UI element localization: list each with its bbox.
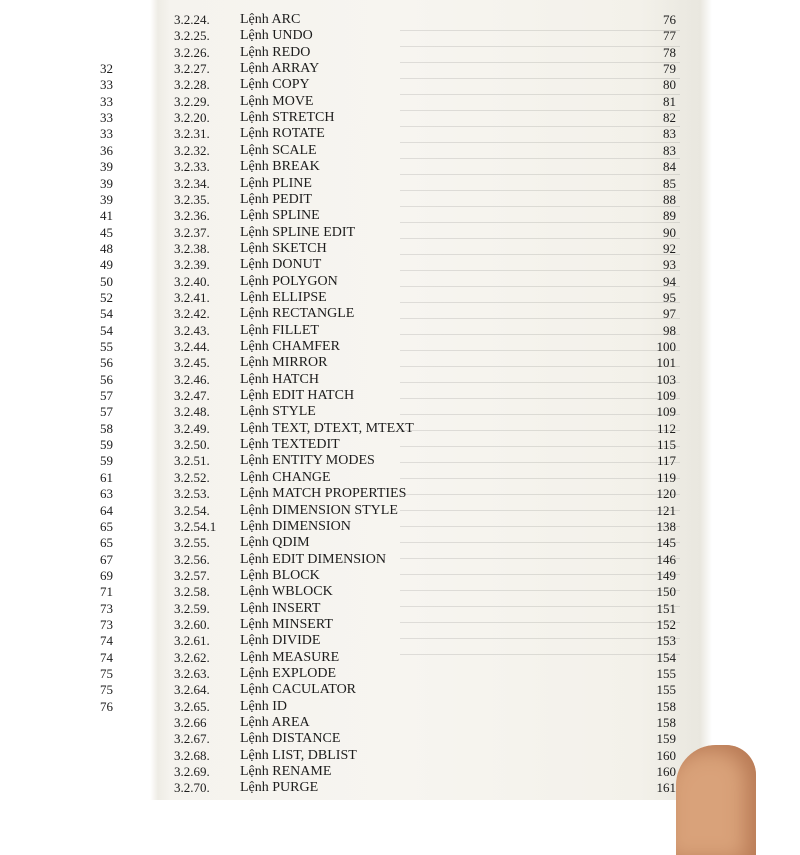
entry-title: Lệnh STRETCH	[240, 110, 335, 126]
margin-page-number: 58	[100, 420, 113, 436]
entry-number: 3.2.43.	[174, 322, 210, 338]
entry-title: Lệnh EDIT DIMENSION	[240, 551, 386, 567]
entry-page: 145	[656, 535, 676, 551]
entry-title: Lệnh CHANGE	[240, 469, 331, 485]
toc-entry	[0, 453, 800, 469]
toc-entry	[0, 94, 800, 110]
toc-entry	[0, 552, 800, 568]
entry-title: Lệnh DIMENSION STYLE	[240, 502, 398, 518]
toc-entry	[0, 421, 800, 437]
entry-title: Lệnh UNDO	[240, 28, 313, 44]
margin-page-number: 45	[100, 224, 113, 240]
entry-title: Lệnh EDIT HATCH	[240, 388, 355, 404]
entry-page: 109	[656, 388, 676, 404]
toc-entry	[0, 323, 800, 339]
entry-number: 3.2.35.	[174, 191, 210, 207]
entry-number: 3.2.61.	[174, 633, 210, 649]
entry-number: 3.2.48.	[174, 404, 210, 420]
entry-page: 154	[656, 649, 676, 665]
entry-title: Lệnh ID	[240, 698, 288, 714]
entry-number: 3.2.37.	[174, 224, 210, 240]
entry-page: 83	[663, 142, 676, 158]
entry-page: 115	[656, 437, 676, 453]
entry-number: 3.2.54.	[174, 502, 210, 518]
entry-title: Lệnh DIVIDE	[240, 633, 321, 649]
entry-page: 83	[663, 126, 676, 142]
entry-number: 3.2.39.	[174, 257, 210, 273]
entry-number: 3.2.54.1	[174, 518, 217, 534]
toc-entry	[0, 503, 800, 519]
toc-entry	[0, 306, 800, 322]
entry-title: Lệnh DONUT	[240, 257, 322, 273]
entry-number: 3.2.20.	[174, 110, 210, 126]
entry-number: 3.2.65.	[174, 698, 210, 714]
entry-page: 82	[663, 110, 676, 126]
entry-title: Lệnh ENTITY MODES	[240, 453, 375, 469]
entry-page: 94	[663, 273, 676, 289]
entry-number: 3.2.45.	[174, 355, 210, 371]
entry-number: 3.2.69.	[174, 764, 210, 780]
toc-entry	[0, 339, 800, 355]
toc-entry	[0, 274, 800, 290]
entry-title: Lệnh BLOCK	[240, 567, 320, 583]
margin-page-number: 74	[100, 649, 113, 665]
entry-title: Lệnh BREAK	[240, 159, 320, 175]
toc-entry	[0, 372, 800, 388]
entry-title: Lệnh PURGE	[240, 780, 319, 796]
margin-page-number: 59	[100, 437, 113, 453]
toc-entry	[0, 584, 800, 600]
entry-title: Lệnh SKETCH	[240, 240, 327, 256]
entry-number: 3.2.26.	[174, 44, 210, 60]
toc-entry	[0, 241, 800, 257]
entry-title: Lệnh MINSERT	[240, 616, 333, 632]
toc-entry	[0, 143, 800, 159]
entry-number: 3.2.24.	[174, 12, 210, 27]
toc-entry	[0, 290, 800, 306]
margin-page-number: 56	[100, 355, 113, 371]
margin-page-number: 39	[100, 159, 113, 175]
margin-page-number: 49	[100, 257, 113, 273]
entry-number: 3.2.63.	[174, 666, 210, 681]
margin-page-number: 33	[100, 93, 113, 109]
margin-page-number: 63	[100, 486, 113, 502]
entry-page: 119	[656, 469, 676, 485]
entry-number: 3.2.70.	[174, 780, 210, 796]
entry-page: 160	[656, 747, 676, 763]
toc-entry	[0, 126, 800, 142]
entry-page: 78	[663, 44, 676, 60]
entry-title: Lệnh COPY	[240, 77, 310, 93]
entry-number: 3.2.34.	[174, 175, 210, 191]
entry-page: 92	[663, 240, 676, 256]
entry-page: 155	[656, 682, 676, 698]
entry-page: 112	[656, 420, 676, 436]
margin-page-number: 73	[100, 600, 113, 616]
entry-title: Lệnh SPLINE	[240, 208, 320, 224]
entry-page: 80	[663, 77, 676, 93]
entry-number: 3.2.66	[174, 715, 207, 731]
margin-page-number: 55	[100, 339, 113, 354]
entry-title: Lệnh TEXT, DTEXT, MTEXT	[240, 420, 414, 436]
entry-page: 150	[656, 584, 676, 600]
entry-title: Lệnh REDO	[240, 44, 311, 60]
entry-number: 3.2.57.	[174, 567, 210, 583]
finger-thumb	[676, 745, 756, 855]
margin-page-number: 39	[100, 175, 113, 191]
toc-entry	[0, 77, 800, 93]
toc-entry	[0, 28, 800, 44]
margin-page-number: 73	[100, 616, 113, 632]
margin-page-number: 54	[100, 322, 113, 338]
margin-page-number: 33	[100, 110, 113, 126]
entry-number: 3.2.49.	[174, 420, 210, 436]
entry-number: 3.2.62.	[174, 649, 210, 665]
entry-number: 3.2.53.	[174, 486, 210, 502]
entry-number: 3.2.33.	[174, 159, 210, 175]
entry-number: 3.2.68.	[174, 747, 210, 763]
entry-number: 3.2.44.	[174, 339, 210, 354]
toc-entry	[0, 650, 800, 666]
entry-page: 77	[663, 28, 676, 44]
toc-entry	[0, 601, 800, 617]
entry-title: Lệnh DISTANCE	[240, 731, 341, 747]
entry-title: Lệnh RECTANGLE	[240, 306, 355, 322]
toc-entry	[0, 682, 800, 698]
toc-entry	[0, 176, 800, 192]
entry-number: 3.2.64.	[174, 682, 210, 698]
entry-page: 161	[656, 780, 676, 796]
entry-number: 3.2.41.	[174, 289, 210, 305]
entry-number: 3.2.59.	[174, 600, 210, 616]
entry-page: 160	[656, 764, 676, 780]
toc-entry	[0, 633, 800, 649]
entry-title: Lệnh FILLET	[240, 322, 319, 338]
entry-page: 100	[656, 339, 676, 354]
entry-number: 3.2.55.	[174, 535, 210, 551]
toc-entry	[0, 470, 800, 486]
entry-page: 79	[663, 61, 676, 77]
margin-page-number: 69	[100, 567, 113, 583]
entry-page: 88	[663, 191, 676, 207]
entry-page: 138	[656, 518, 676, 534]
entry-page: 146	[656, 551, 676, 567]
margin-page-number: 41	[100, 208, 113, 224]
toc-entry	[0, 715, 800, 731]
toc-entry	[0, 617, 800, 633]
entry-page: 121	[656, 502, 676, 518]
entry-title: Lệnh ELLIPSE	[240, 289, 327, 305]
margin-page-number: 75	[100, 682, 113, 698]
margin-page-number: 56	[100, 371, 113, 387]
entry-number: 3.2.40.	[174, 273, 210, 289]
entry-number: 3.2.50.	[174, 437, 210, 453]
toc-entry	[0, 45, 800, 61]
entry-number: 3.2.28.	[174, 77, 210, 93]
margin-page-number: 76	[100, 698, 113, 714]
margin-page-number: 48	[100, 240, 113, 256]
entry-title: Lệnh WBLOCK	[240, 584, 333, 600]
entry-page: 90	[663, 224, 676, 240]
margin-page-number: 57	[100, 388, 113, 404]
toc-entry	[0, 225, 800, 241]
entry-number: 3.2.67.	[174, 731, 210, 747]
entry-title: Lệnh EXPLODE	[240, 666, 337, 681]
toc-entry	[0, 748, 800, 764]
entry-page: 97	[663, 306, 676, 322]
margin-page-number: 36	[100, 142, 113, 158]
entry-title: Lệnh ARRAY	[240, 61, 320, 77]
entry-title: Lệnh ARC	[240, 12, 301, 27]
margin-page-number: 33	[100, 126, 113, 142]
entry-page: 93	[663, 257, 676, 273]
toc-entry	[0, 388, 800, 404]
entry-number: 3.2.31.	[174, 126, 210, 142]
entry-number: 3.2.58.	[174, 584, 210, 600]
toc-entry	[0, 519, 800, 535]
entry-title: Lệnh MOVE	[240, 93, 314, 109]
entry-page: 103	[656, 371, 676, 387]
entry-title: Lệnh CHAMFER	[240, 339, 340, 354]
entry-number: 3.2.51.	[174, 453, 210, 469]
toc-entry	[0, 486, 800, 502]
entry-title: Lệnh CACULATOR	[240, 682, 357, 698]
entry-title: Lệnh INSERT	[240, 600, 321, 616]
toc-entry	[0, 192, 800, 208]
entry-number: 3.2.29.	[174, 93, 210, 109]
entry-page: 159	[656, 731, 676, 747]
entry-title: Lệnh QDIM	[240, 535, 310, 551]
entry-page: 89	[663, 208, 676, 224]
entry-number: 3.2.42.	[174, 306, 210, 322]
entry-page: 84	[663, 159, 676, 175]
margin-page-number: 57	[100, 404, 113, 420]
toc-entry	[0, 208, 800, 224]
entry-number: 3.2.56.	[174, 551, 210, 567]
entry-title: Lệnh PEDIT	[240, 191, 312, 207]
entry-page: 76	[663, 12, 676, 27]
entry-page: 158	[656, 715, 676, 731]
margin-page-number: 33	[100, 77, 113, 93]
entry-title: Lệnh MEASURE	[240, 649, 340, 665]
toc-entry	[0, 666, 800, 682]
entry-number: 3.2.38.	[174, 240, 210, 256]
entry-number: 3.2.46.	[174, 371, 210, 387]
toc-entry	[0, 355, 800, 371]
margin-page-number: 75	[100, 666, 113, 681]
entry-page: 152	[656, 616, 676, 632]
entry-number: 3.2.52.	[174, 469, 210, 485]
entry-number: 3.2.27.	[174, 61, 210, 77]
entry-title: Lệnh SPLINE EDIT	[240, 224, 356, 240]
entry-title: Lệnh HATCH	[240, 371, 319, 387]
margin-page-number: 64	[100, 502, 113, 518]
entry-page: 120	[656, 486, 676, 502]
margin-page-number: 39	[100, 191, 113, 207]
toc-entry	[0, 12, 800, 28]
margin-page-number: 52	[100, 289, 113, 305]
entry-page: 101	[656, 355, 676, 371]
entry-title: Lệnh AREA	[240, 715, 310, 731]
entry-page: 81	[663, 93, 676, 109]
entry-number: 3.2.32.	[174, 142, 210, 158]
toc-entry	[0, 535, 800, 551]
toc-entry	[0, 437, 800, 453]
margin-page-number: 65	[100, 535, 113, 551]
entry-page: 155	[656, 666, 676, 681]
entry-title: Lệnh RENAME	[240, 764, 332, 780]
entry-page: 95	[663, 289, 676, 305]
margin-page-number: 71	[100, 584, 113, 600]
entry-number: 3.2.60.	[174, 616, 210, 632]
toc-entry	[0, 404, 800, 420]
toc-entry	[0, 61, 800, 77]
entry-page: 151	[656, 600, 676, 616]
entry-page: 109	[656, 404, 676, 420]
entry-page: 117	[656, 453, 676, 469]
entry-page: 98	[663, 322, 676, 338]
entry-page: 153	[656, 633, 676, 649]
margin-page-number: 74	[100, 633, 113, 649]
entry-title: Lệnh PLINE	[240, 175, 312, 191]
margin-page-number: 54	[100, 306, 113, 322]
margin-page-number: 61	[100, 469, 113, 485]
entry-title: Lệnh STYLE	[240, 404, 316, 420]
entry-page: 158	[656, 698, 676, 714]
toc-entry	[0, 257, 800, 273]
entry-title: Lệnh TEXTEDIT	[240, 437, 340, 453]
entry-page: 149	[656, 567, 676, 583]
entry-page: 85	[663, 175, 676, 191]
entry-title: Lệnh SCALE	[240, 142, 317, 158]
toc-entry	[0, 159, 800, 175]
entry-title: Lệnh POLYGON	[240, 273, 338, 289]
toc-entry	[0, 568, 800, 584]
toc-entry	[0, 110, 800, 126]
toc-entry	[0, 699, 800, 715]
entry-title: Lệnh MIRROR	[240, 355, 328, 371]
entry-title: Lệnh DIMENSION	[240, 518, 351, 534]
entry-title: Lệnh MATCH PROPERTIES	[240, 486, 407, 502]
entry-title: Lệnh ROTATE	[240, 126, 325, 142]
margin-page-number: 59	[100, 453, 113, 469]
entry-title: Lệnh LIST, DBLIST	[240, 747, 357, 763]
margin-page-number: 65	[100, 518, 113, 534]
entry-number: 3.2.25.	[174, 28, 210, 44]
margin-page-number: 67	[100, 551, 113, 567]
margin-page-number: 32	[100, 61, 113, 77]
entry-number: 3.2.36.	[174, 208, 210, 224]
margin-page-number: 50	[100, 273, 113, 289]
toc-entry	[0, 731, 800, 747]
entry-number: 3.2.47.	[174, 388, 210, 404]
